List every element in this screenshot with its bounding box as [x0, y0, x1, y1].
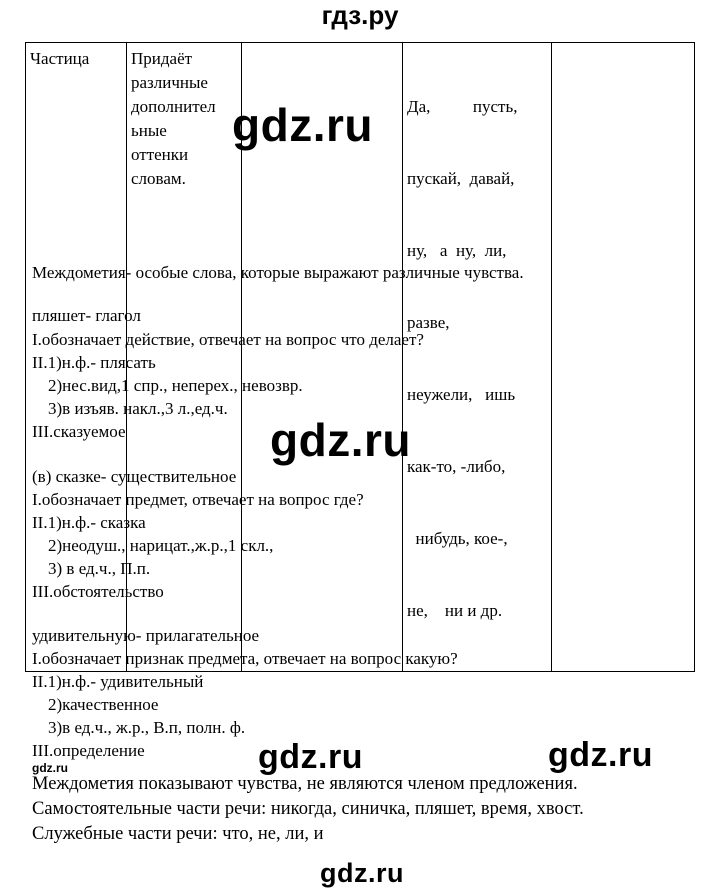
table-cell-empty — [552, 43, 695, 672]
watermark: gdz.ru — [270, 414, 411, 466]
cell-line: Да, пусть, — [407, 97, 518, 116]
cell-line: разве, — [407, 313, 450, 332]
cell-line: ьные — [131, 121, 167, 140]
word2-line: I.обозначает предмет, отвечает на вопрос где? — [32, 490, 364, 509]
word3-line: 3)в ед.ч., ж.р., В.п, полн. ф. — [48, 718, 246, 737]
cell-line: неужели, ишь — [407, 385, 516, 404]
word3-line: III.определение — [32, 741, 145, 760]
cell-line: как-то, -либо, — [407, 457, 506, 476]
cell-line: Придаёт — [131, 49, 193, 68]
word2-line: III.обстоятельство — [32, 582, 164, 601]
watermark: gdz.ru — [320, 858, 404, 888]
word3-title: удивительную- прилагательное — [32, 626, 260, 645]
word1-line: III.сказуемое — [32, 422, 126, 441]
cell-line: нибудь, кое-, — [407, 529, 508, 548]
cell-line: дополнител — [131, 97, 216, 116]
word2-line: 2)неодуш., нарицат.,ж.р.,1 скл., — [48, 536, 274, 555]
table-cell-part: Частица — [26, 43, 127, 672]
word2-line: II.1)н.ф.- сказка — [32, 513, 146, 532]
cell-line: оттенки — [131, 145, 189, 164]
word2-line: 3) в ед.ч., П.п. — [48, 559, 151, 578]
word1-line: 2)нес.вид,1 спр., неперех., невозвр. — [48, 376, 303, 395]
cell-line: различные — [131, 73, 208, 92]
watermark: gdz.ru — [548, 736, 653, 774]
word1-line: II.1)н.ф.- плясать — [32, 353, 156, 372]
site-title: гдз.ру — [321, 0, 399, 30]
table-cell-examples — [403, 43, 552, 672]
summary-line: Самостоятельные части речи: никогда, синичка, пляшет, время, хвост. — [32, 799, 584, 819]
word3-line: I.обозначает признак предмета, отвечает на вопрос какую? — [32, 649, 458, 668]
word2-title: (в) сказке- существительное — [32, 467, 237, 486]
word3-line: II.1)н.ф.- удивительный — [32, 672, 204, 691]
word1-line: 3)в изъяв. накл.,3 л.,ед.ч. — [48, 399, 228, 418]
watermark: gdz.ru — [32, 761, 68, 775]
interjections-definition: Междометия- особые слова, которые выражают различные чувства. — [32, 263, 524, 282]
summary-line: Междометия показывают чувства, не являются членом предложения. — [32, 774, 578, 794]
summary-line: Служебные части речи: что, не, ли, и — [32, 824, 324, 844]
watermark: gdz.ru — [258, 738, 363, 776]
word1-title: пляшет- глагол — [32, 306, 141, 325]
cell-line: не, ни и др. — [407, 601, 503, 620]
word3-line: 2)качественное — [48, 695, 159, 714]
word1-line: I.обозначает действие, отвечает на вопрос что делает? — [32, 330, 424, 349]
cell-line: словам. — [131, 169, 186, 188]
watermark: gdz.ru — [232, 99, 373, 151]
cell-line: пускай, давай, — [407, 169, 515, 188]
cell-line: ну, а ну, ли, — [407, 241, 507, 260]
